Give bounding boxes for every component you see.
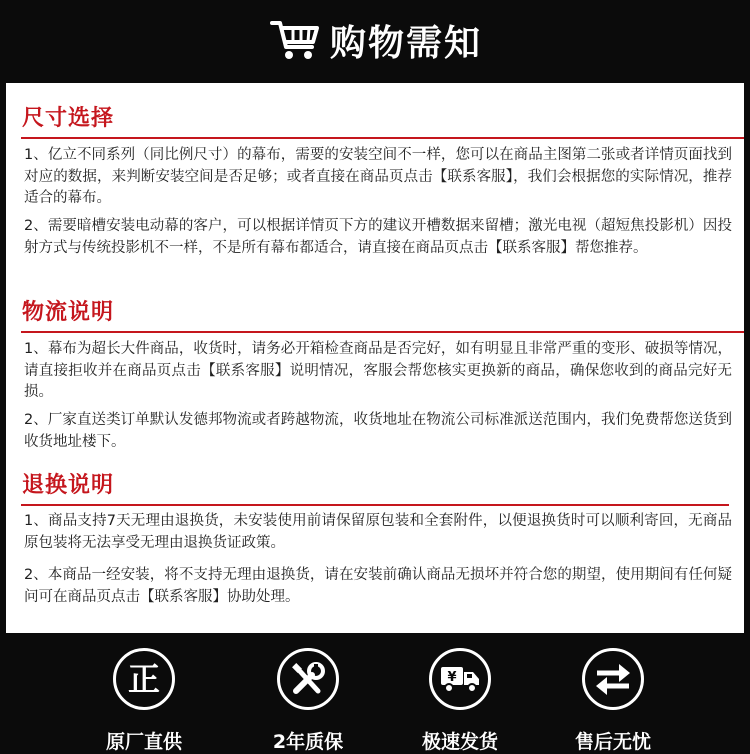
exchange-arrows-icon <box>582 648 644 710</box>
features-bar <box>0 640 750 753</box>
section-title-logistics: 物流说明 <box>22 300 115 325</box>
section-divider <box>21 137 744 139</box>
feature-warranty <box>248 648 368 754</box>
section-paragraph: 2、本商品一经安装，将不支持无理由退换货，请在安装前确认商品无损坏并符合您的期望，使用期间有任何疑问可在商品页点击【联系客服】协助处理。 <box>24 567 732 605</box>
feature-label: 2年质保 <box>272 731 344 753</box>
section-paragraph: 2、厂家直送类订单默认发德邦物流或者跨越物流，收货地址在物流公司标准派送范围内，我们免费帮您送货到收货地址楼下。 <box>24 412 732 450</box>
section-title-size: 尺寸选择 <box>22 106 115 131</box>
page-title: 购物需知 <box>329 22 482 64</box>
notice-panel <box>6 83 744 633</box>
section-divider <box>21 504 729 506</box>
section-title-returns: 退换说明 <box>22 473 115 498</box>
feature-label: 极速发货 <box>421 731 498 753</box>
tools-icon <box>277 648 339 710</box>
svg-text:¥: ¥ <box>447 670 457 685</box>
page-header <box>0 0 750 80</box>
section-paragraph: 1、亿立不同系列（同比例尺寸）的幕布，需要的安装空间不一样，您可以在商品主图第二张或者详情页面找到对应的数据，来判断安装空间是否足够；或者直接在商品页点击【联系客服】，我们会根据您的实际情况，推荐适合的幕布。 <box>24 147 732 206</box>
feature-shipping <box>400 648 520 754</box>
genuine-icon: 正 <box>113 648 175 710</box>
section-divider <box>21 331 744 333</box>
feature-aftersales <box>553 648 673 754</box>
feature-genuine <box>84 648 204 754</box>
section-paragraph: 1、幕布为超长大件商品，收货时，请务必开箱检查商品是否完好，如有明显且非常严重的变形、破损等情况，请直接拒收并在商品页点击【联系客服】说明情况，客服会帮您核实更换新的商品，确保您收到的商品完好无损。 <box>24 341 732 400</box>
feature-label: 售后无忧 <box>574 731 651 753</box>
shopping-cart-icon <box>268 17 322 63</box>
delivery-truck-icon <box>429 648 491 710</box>
section-paragraph: 1、商品支持7天无理由退换货，未安装使用前请保留原包装和全套附件，以便退换货时可以顺利寄回，无商品原包装将无法享受无理由退换货证政策。 <box>24 513 732 551</box>
feature-label: 原厂直供 <box>105 731 182 753</box>
section-paragraph: 2、需要暗槽安装电动幕的客户，可以根据详情页下方的建议开槽数据来留槽；激光电视（超短焦投影机）因投射方式与传统投影机不一样，不是所有幕布都适合，请直接在商品页点击【联系客服】帮您推荐。 <box>24 218 732 256</box>
